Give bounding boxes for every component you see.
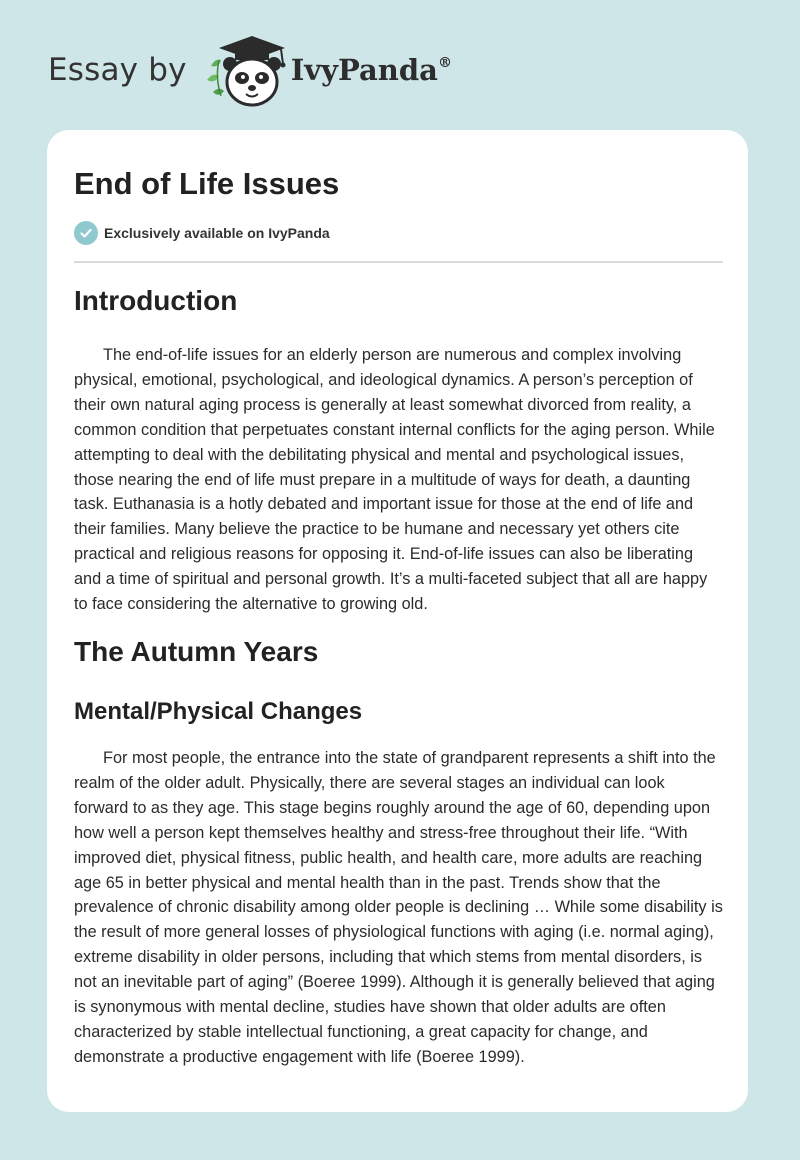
essay-by-label: Essay by: [48, 52, 187, 88]
check-icon: [74, 221, 98, 245]
intro-paragraph: The end-of-life issues for an elderly person are numerous and complex involving physical, emotional, psychological, and ideological dynamics. A person’s perception of their own natural aging process is generally at least somewhat divorced from reality, a common condition that perpetuates constant internal conflicts for the aging person. While attempting to deal with the debilitating physical and mental and psychological issues, those nearing the end of life must prepare in a multitude of ways for death, a daunting task. Euthanasia is a hotly debated and important issue for those at the end of life and their families. Many believe the practice to be humane and necessary yet others cite practical and religious reasons for opposing it. End-of-life issues can also be liberating and a time of spiritual and personal growth. It’s a multi-faceted subject that all are happy to face considering the alternative to growing old.: [74, 346, 715, 614]
site-header: [48, 30, 452, 110]
brand-name[interactable]: [291, 53, 452, 87]
section-heading-autumn-years: The Autumn Years: [74, 636, 319, 667]
badge-label: Exclusively available on IvyPanda: [104, 225, 330, 241]
registered-mark: ®: [437, 55, 452, 71]
page-title: End of Life Issues: [74, 166, 340, 201]
section-heading-introduction: Introduction: [74, 285, 238, 316]
subsection-heading-mental-physical: Mental/Physical Changes: [74, 698, 363, 725]
panda-logo-icon[interactable]: [197, 30, 297, 110]
brand-label: IvyPanda: [290, 53, 438, 87]
ivy-leaf-icon: [207, 60, 224, 96]
essay-card: [47, 130, 748, 1112]
divider: [74, 261, 723, 263]
changes-paragraph: For most people, the entrance into the state of grandparent represents a shift into the realm of the older adult. Physically, there are several stages an individual can look forward to as they age. This stage begins roughly around the age of 60, depending upon how well a person kept themselves healthy and stress-free throughout their life. “With improved diet, physical fitness, public health, and health care, more adults are reaching age 65 in better physical and mental health than in the past. Trends show that the prevalence of chronic disability among older people is declining … While some disability is the result of more general losses of physiological functions with aging (i.e. normal aging), extreme disability in older persons, including that which stems from mental disorders, is not an inevitable part of aging” (Boeree 1999). Although it is generally believed that aging is synonymous with mental decline, studies have shown that older adults are often characterized by stable intellectual functioning, a great capacity for change, and demonstrate a productive engagement with life (Boeree 1999).: [74, 749, 723, 1066]
exclusive-badge: [74, 221, 330, 245]
